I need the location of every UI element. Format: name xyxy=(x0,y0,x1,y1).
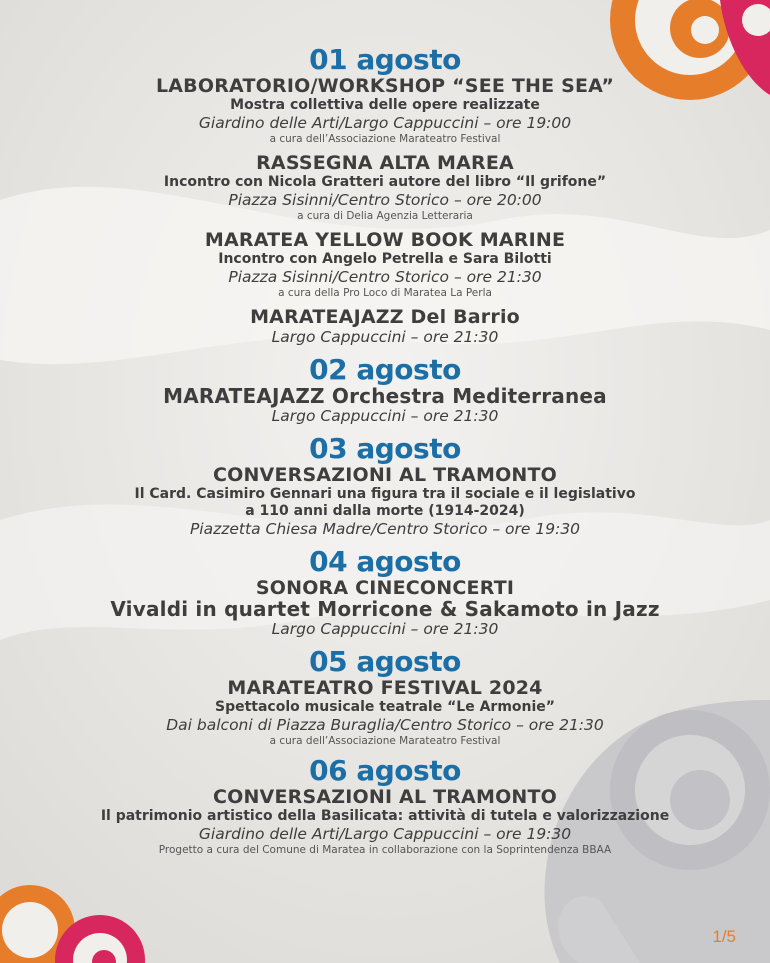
event-place: Giardino delle Arti/Largo Cappuccini – ore 19:00 xyxy=(198,114,572,132)
event-subtitle: Mostra collettiva delle opere realizzate xyxy=(230,97,540,113)
event-subtitle: Spettacolo musicale teatrale “Le Armonie” xyxy=(215,699,555,715)
program-list xyxy=(0,44,770,860)
date-heading: 01 agosto xyxy=(309,43,461,76)
event-title: MARATEATRO FESTIVAL 2024 xyxy=(227,677,543,699)
event-place: Largo Cappuccini – ore 21:30 xyxy=(271,328,499,346)
event xyxy=(0,307,770,347)
date-heading: 05 agosto xyxy=(309,645,461,678)
event-subtitle: Il Card. Casimiro Gennari una figura tra il sociale e il legislativo xyxy=(134,486,636,502)
page-indicator: 1/5 xyxy=(712,927,736,946)
event-place: Dai balconi di Piazza Buraglia/Centro Storico – ore 21:30 xyxy=(166,716,604,734)
event-title: LABORATORIO/WORKSHOP “SEE THE SEA” xyxy=(155,75,615,97)
event-place: Piazza Sisinni/Centro Storico – ore 20:00 xyxy=(228,191,542,209)
date-heading: 03 agosto xyxy=(309,432,461,465)
event-title: RASSEGNA ALTA MAREA xyxy=(256,152,514,174)
event-title: MARATEAJAZZ Del Barrio xyxy=(250,306,520,328)
event xyxy=(0,465,770,539)
event-title-line2: Vivaldi in quartet Morricone & Sakamoto in Jazz xyxy=(110,597,660,621)
date-heading: 06 agosto xyxy=(309,754,461,787)
event-subtitle: Incontro con Angelo Petrella e Sara Bilotti xyxy=(218,251,552,267)
event-subtitle: Incontro con Nicola Gratteri autore del libro “Il grifone” xyxy=(163,174,607,190)
event xyxy=(0,386,770,426)
event-curator: a cura dell’Associazione Marateatro Festival xyxy=(269,735,501,747)
event-place: Giardino delle Arti/Largo Cappuccini – ore 19:30 xyxy=(198,825,572,843)
event xyxy=(0,787,770,857)
event-place: Piazza Sisinni/Centro Storico – ore 21:30 xyxy=(228,268,542,286)
event-curator: a cura della Pro Loco di Maratea La Perla xyxy=(278,287,492,299)
event xyxy=(0,678,770,748)
date-heading: 04 agosto xyxy=(309,545,461,578)
event xyxy=(0,230,770,300)
event-place: Largo Cappuccini – ore 21:30 xyxy=(271,407,499,425)
event-title: MARATEA YELLOW BOOK MARINE xyxy=(204,229,566,251)
event-title: CONVERSAZIONI AL TRAMONTO xyxy=(212,786,558,808)
event-title: SONORA CINECONCERTI xyxy=(255,577,515,599)
event-curator: a cura dell’Associazione Marateatro Festival xyxy=(269,133,501,145)
event xyxy=(0,578,770,639)
event-title: CONVERSAZIONI AL TRAMONTO xyxy=(212,464,558,486)
event-place: Piazzetta Chiesa Madre/Centro Storico – ore 19:30 xyxy=(189,520,581,538)
event-title: MARATEAJAZZ Orchestra Mediterranea xyxy=(163,384,607,408)
event xyxy=(0,76,770,146)
event xyxy=(0,153,770,223)
event-subtitle: Il patrimonio artistico della Basilicata: attività di tutela e valorizzazione xyxy=(100,808,670,824)
event-curator: Progetto a cura del Comune di Maratea in collaborazione con la Soprintendenza BBAA xyxy=(158,844,612,856)
event-subtitle-line2: a 110 anni dalla morte (1914-2024) xyxy=(245,503,525,519)
event-curator: a cura di Delia Agenzia Letteraria xyxy=(297,210,473,222)
date-heading: 02 agosto xyxy=(309,353,461,386)
event-place: Largo Cappuccini – ore 21:30 xyxy=(271,620,499,638)
